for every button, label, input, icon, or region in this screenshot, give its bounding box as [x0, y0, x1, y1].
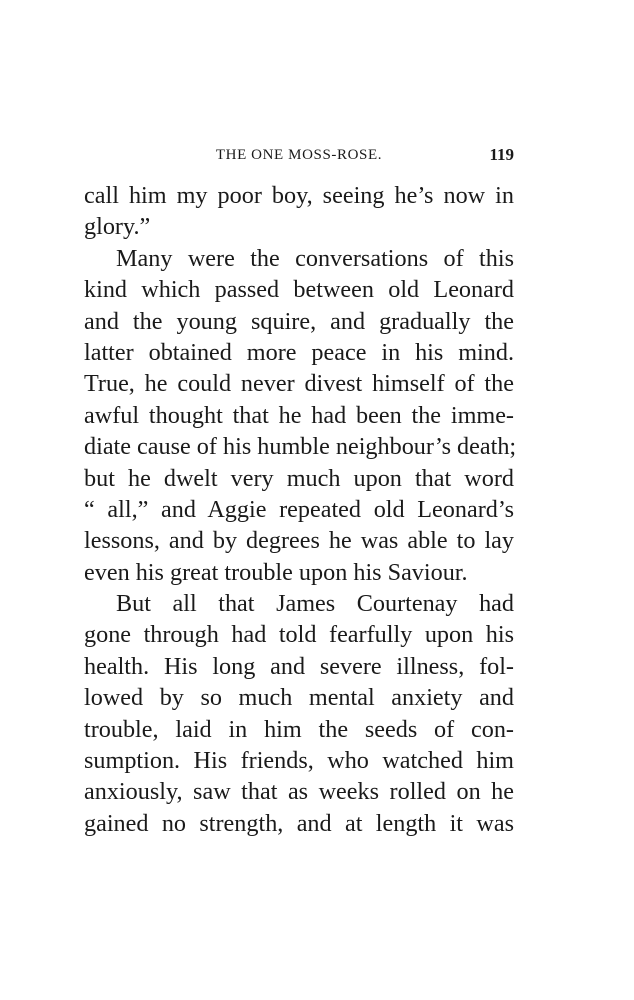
text-line: gained no strength, and at length it was — [84, 809, 514, 837]
text-line: gone through had told fearfully upon his — [84, 621, 514, 649]
text-line: call him my poor boy, seeing he’s now in — [84, 182, 514, 209]
text-line: awful thought that he had been the imme- — [84, 401, 514, 429]
text-line: even his great trouble upon his Saviour. — [84, 558, 468, 586]
text-line: “ all,” and Aggie repeated old Leonard’s — [84, 495, 514, 523]
text-line: sumption. His friends, who watched him — [84, 747, 514, 775]
text-line: glory.” — [84, 213, 151, 241]
text-line: health. His long and severe illness, fol- — [84, 652, 514, 680]
paragraph-start-line: But all that James Courtenay had — [116, 590, 514, 618]
text-line: latter obtained more peace in his mind. — [84, 338, 514, 366]
running-title: THE ONE MOSS-ROSE. — [215, 147, 383, 163]
text-line: lessons, and by degrees he was able to lay — [84, 527, 514, 555]
running-header — [84, 143, 514, 167]
text-line: True, he could never divest himself of the — [84, 370, 514, 398]
text-line: diate cause of his humble neighbour’s death; — [84, 433, 517, 461]
text-line: kind which passed between old Leonard — [84, 276, 514, 304]
text-line: anxiously, saw that as weeks rolled on he — [84, 778, 514, 806]
text-line: and the young squire, and gradually the — [84, 307, 514, 335]
body-text — [84, 180, 517, 839]
page-number: 119 — [489, 145, 514, 164]
text-line: lowed by so much mental anxiety and — [84, 684, 514, 712]
text-line: but he dwelt very much upon that word — [84, 464, 514, 492]
text-line: trouble, laid in him the seeds of con- — [84, 715, 514, 743]
paragraph-start-line: Many were the conversations of this — [116, 244, 514, 272]
